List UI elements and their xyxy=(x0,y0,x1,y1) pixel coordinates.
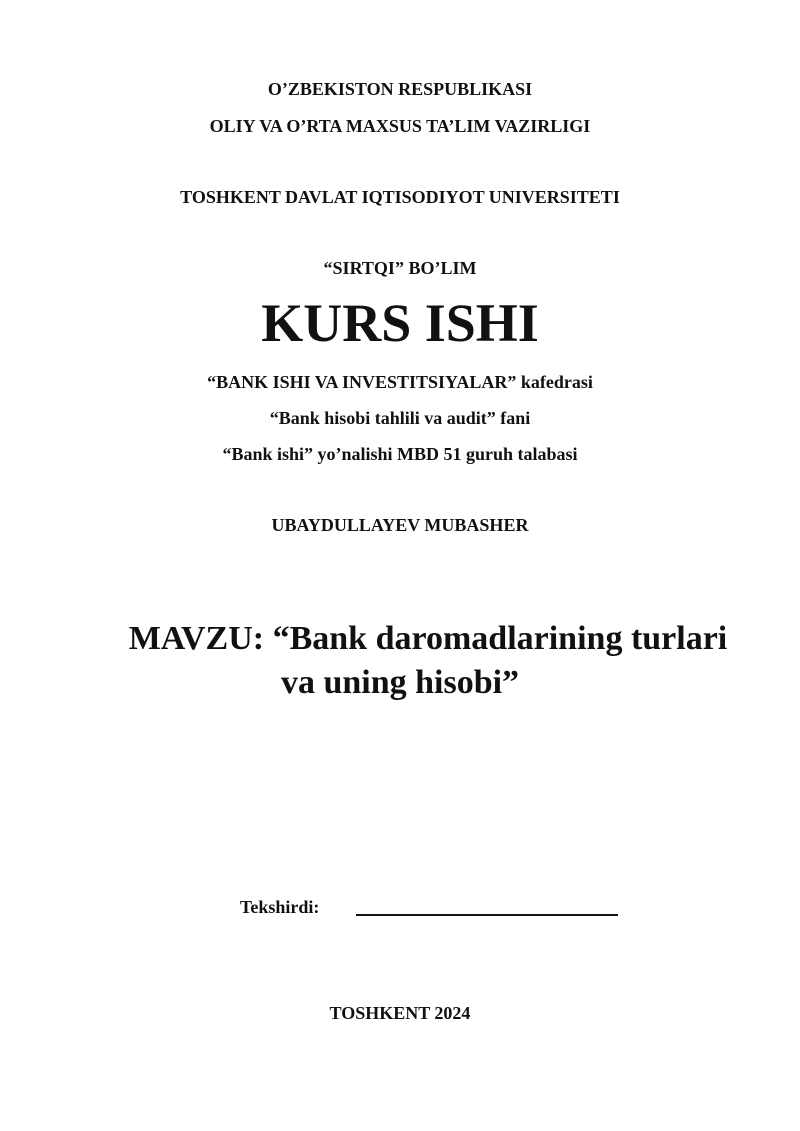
kafedra-line: “BANK ISHI VA INVESTITSIYALAR” kafedrasi xyxy=(207,372,593,392)
department-heading: “SIRTQI” BO’LIM xyxy=(323,258,477,278)
topic-line-2: va uning hisobi” xyxy=(280,664,520,701)
republic-heading: O’ZBEKISTON RESPUBLIKASI xyxy=(267,79,533,99)
checker-label: Tekshirdi: xyxy=(240,897,320,917)
ministry-heading: OLIY VA O’RTA MAXSUS TA’LIM VAZIRLIGI xyxy=(209,116,591,136)
city-year-footer: TOSHKENT 2024 xyxy=(329,1003,471,1023)
signature-line xyxy=(356,914,618,916)
student-name: UBAYDULLAYEV MUBASHER xyxy=(271,515,529,535)
document-type-title: KURS ISHI xyxy=(261,293,539,353)
university-heading: TOSHKENT DAVLAT IQTISODIYOT UNIVERSITETI xyxy=(180,187,620,207)
topic-line-1: MAVZU: “Bank daromadlarining turlari xyxy=(128,620,728,657)
student-group-line: “Bank ishi” yo’nalishi MBD 51 guruh talabasi xyxy=(222,444,578,464)
subject-line: “Bank hisobi tahlili va audit” fani xyxy=(269,408,531,428)
